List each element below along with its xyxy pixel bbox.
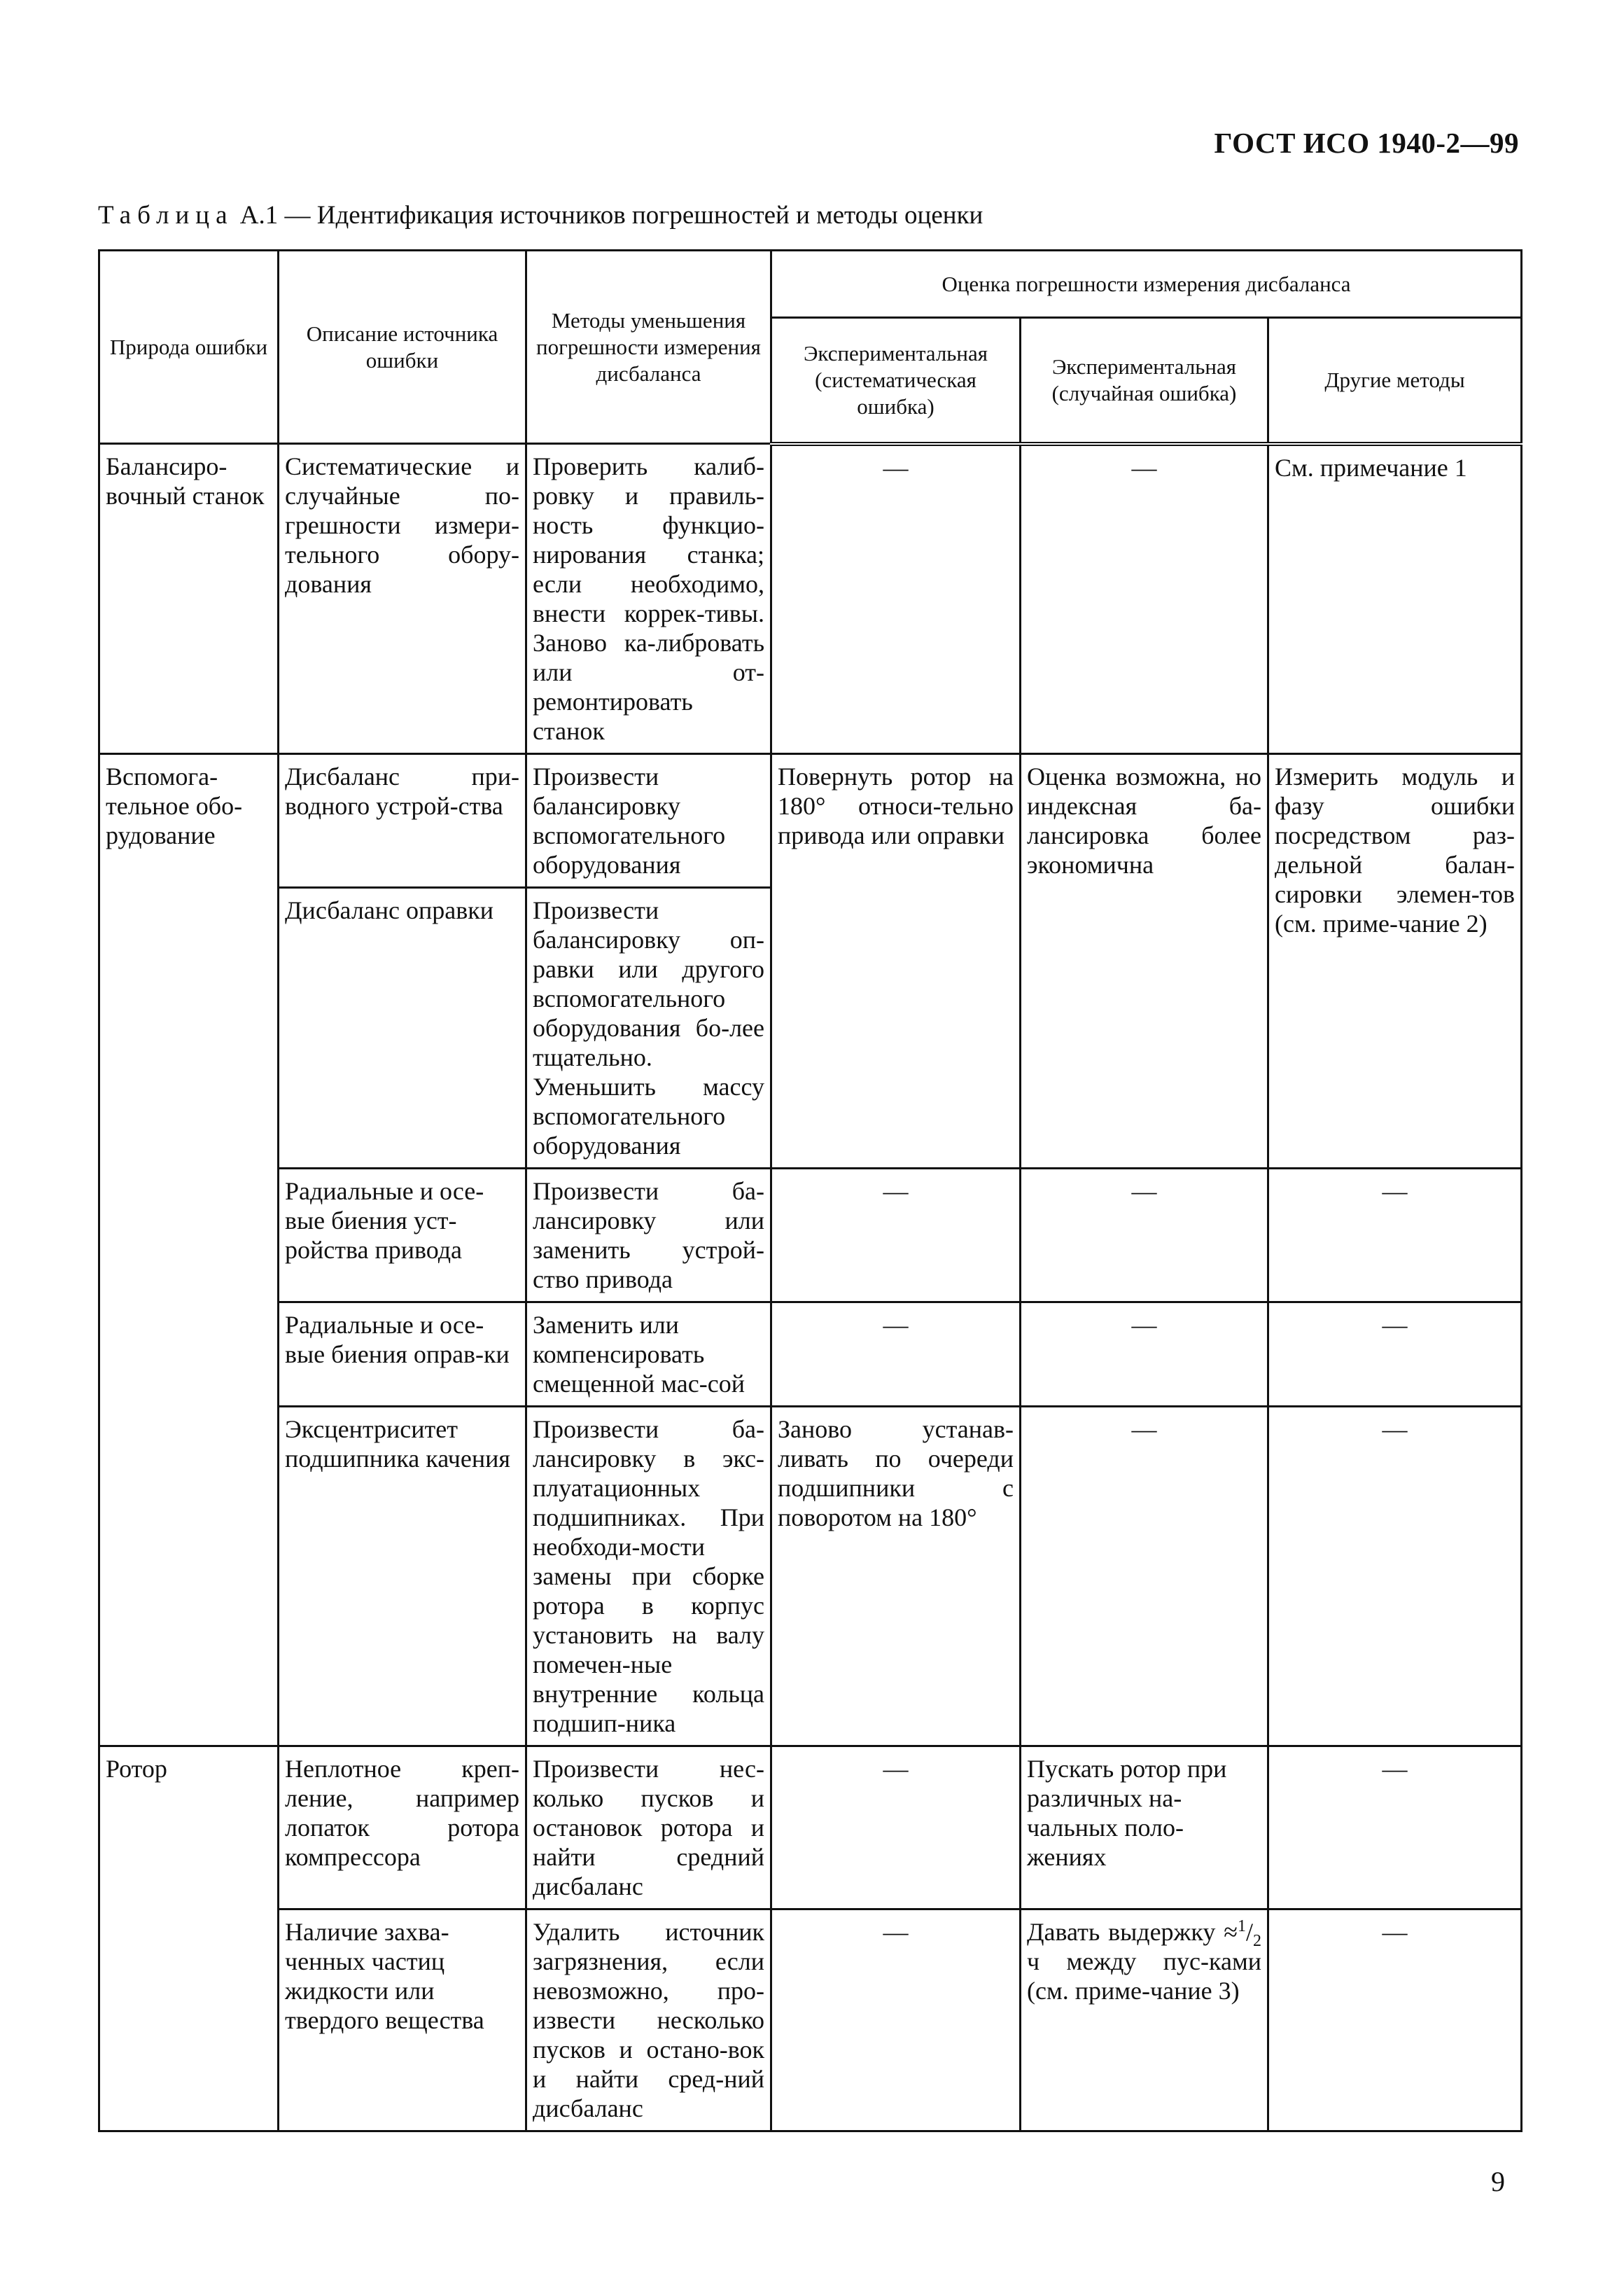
- header-methods: Методы уменьшения погрешности измерения дисбаланса: [526, 251, 771, 444]
- cell-dash: —: [1021, 1169, 1268, 1302]
- error-sources-table: [98, 249, 1522, 2132]
- cell-description: Неплотное креп-ление, например лопаток ротора компрессора: [279, 1746, 526, 1909]
- caption-number: А.1: [233, 201, 279, 230]
- hold-time-prefix: Давать выдержку ≈: [1027, 1918, 1238, 1946]
- table-caption: [98, 200, 983, 230]
- cell-methods: Произвести балансировку оп-равки или другого вспомогательного оборудования бо-лее тщательно. Уменьшить массу вспомогательного оборудования: [526, 888, 771, 1169]
- cell-nature: Вспомога-тельное обо-рудование: [99, 754, 279, 1746]
- cell-description: Дисбаланс оправки: [279, 888, 526, 1169]
- cell-experimental-random: Оценка возможна, но индексная ба-лансировка более экономична: [1021, 754, 1268, 1169]
- header-experimental-random: Экспериментальная (случайная ошибка): [1021, 318, 1268, 444]
- table-row: [99, 444, 1522, 754]
- cell-dash: —: [1268, 1407, 1522, 1746]
- hold-time-suffix: ч между пус-ками (см. приме-чание 3): [1027, 1947, 1261, 2005]
- table-row: [99, 754, 1522, 888]
- cell-methods: Произвести ба-лансировку или заменить устрой-ство привода: [526, 1169, 771, 1302]
- cell-nature: Ротор: [99, 1746, 279, 2131]
- cell-dash: —: [771, 1746, 1021, 1909]
- header-description: Описание источника ошибки: [279, 251, 526, 444]
- table-row: [99, 1302, 1522, 1407]
- cell-description: Радиальные и осе-вые биения уст-ройства привода: [279, 1169, 526, 1302]
- page-number: 9: [1491, 2166, 1505, 2197]
- header-evaluation-group: Оценка погрешности измерения дисбаланса: [771, 251, 1522, 318]
- cell-methods: Проверить калиб-ровку и правиль-ность функцио-нирования станка; если необходимо, внести коррек-тивы. Заново ка-либровать или от-ремонтировать станок: [526, 444, 771, 754]
- cell-dash: —: [1268, 1746, 1522, 1909]
- cell-methods: Произвести балансировку вспомогательного оборудования: [526, 754, 771, 888]
- table-row: [99, 1909, 1522, 2131]
- table-row: [99, 1169, 1522, 1302]
- cell-other: См. примечание 1: [1268, 444, 1522, 754]
- cell-dash: —: [1268, 1909, 1522, 2131]
- table-row: [99, 1407, 1522, 1746]
- cell-dash: —: [771, 444, 1021, 754]
- cell-dash: —: [1021, 444, 1268, 754]
- cell-description: Эксцентриситет подшипника качения: [279, 1407, 526, 1746]
- cell-description: Радиальные и осе-вые биения оправ-ки: [279, 1302, 526, 1407]
- cell-experimental-systematic: Повернуть ротор на 180° относи-тельно привода или оправки: [771, 754, 1021, 1169]
- cell-methods: Произвести нес-колько пусков и остановок ротора и найти средний дисбаланс: [526, 1746, 771, 1909]
- caption-text: — Идентификация источников погрешностей и методы оценки: [278, 201, 983, 230]
- cell-dash: —: [771, 1302, 1021, 1407]
- cell-dash: —: [1021, 1407, 1268, 1746]
- caption-label: Таблица: [98, 201, 234, 230]
- cell-methods: Произвести ба-лансировку в экс-плуатационных подшипниках. При необходи-мости замены при сборке ротора в корпус установить на валу помечен-ные внутренние кольца подшип-ника: [526, 1407, 771, 1746]
- cell-experimental-random: Пускать ротор при различных на-чальных поло-жениях: [1021, 1746, 1268, 1909]
- cell-experimental-random: Давать выдержку $\approx^1/_2$ ч между пус-ками (см. приме-чание 3): [1021, 1909, 1268, 2131]
- cell-methods: Удалить источник загрязнения, если невозможно, про-извести несколько пусков и остано-вок и найти сред-ний дисбаланс: [526, 1909, 771, 2131]
- fraction-denominator: 2: [1253, 1932, 1261, 1951]
- header-nature: Природа ошибки: [99, 251, 279, 444]
- cell-methods: Заменить или компенсировать смещенной мас-сой: [526, 1302, 771, 1407]
- fraction-numerator: 1: [1237, 1917, 1246, 1935]
- cell-dash: —: [771, 1169, 1021, 1302]
- cell-description: Дисбаланс при-водного устрой-ства: [279, 754, 526, 888]
- cell-experimental-systematic: Заново устанав-ливать по очереди подшипники с поворотом на 180°: [771, 1407, 1021, 1746]
- cell-dash: —: [1268, 1302, 1522, 1407]
- cell-description: Систематические и случайные по-грешности измери-тельного обору-дования: [279, 444, 526, 754]
- cell-dash: —: [1021, 1302, 1268, 1407]
- table-row: [99, 1746, 1522, 1909]
- cell-dash: —: [1268, 1169, 1522, 1302]
- document-code: ГОСТ ИСО 1940-2—99: [1214, 127, 1519, 159]
- cell-description: Наличие захва-ченных частиц жидкости или твердого вещества: [279, 1909, 526, 2131]
- header-experimental-systematic: Экспериментальная (систематическая ошибка): [771, 318, 1021, 444]
- header-other-methods: Другие методы: [1268, 318, 1522, 444]
- cell-nature: Балансиро-вочный станок: [99, 444, 279, 754]
- cell-other: Измерить модуль и фазу ошибки посредством раз-дельной балан-сировки элемен-тов (см. приме-чание 2): [1268, 754, 1522, 1169]
- cell-dash: —: [771, 1909, 1021, 2131]
